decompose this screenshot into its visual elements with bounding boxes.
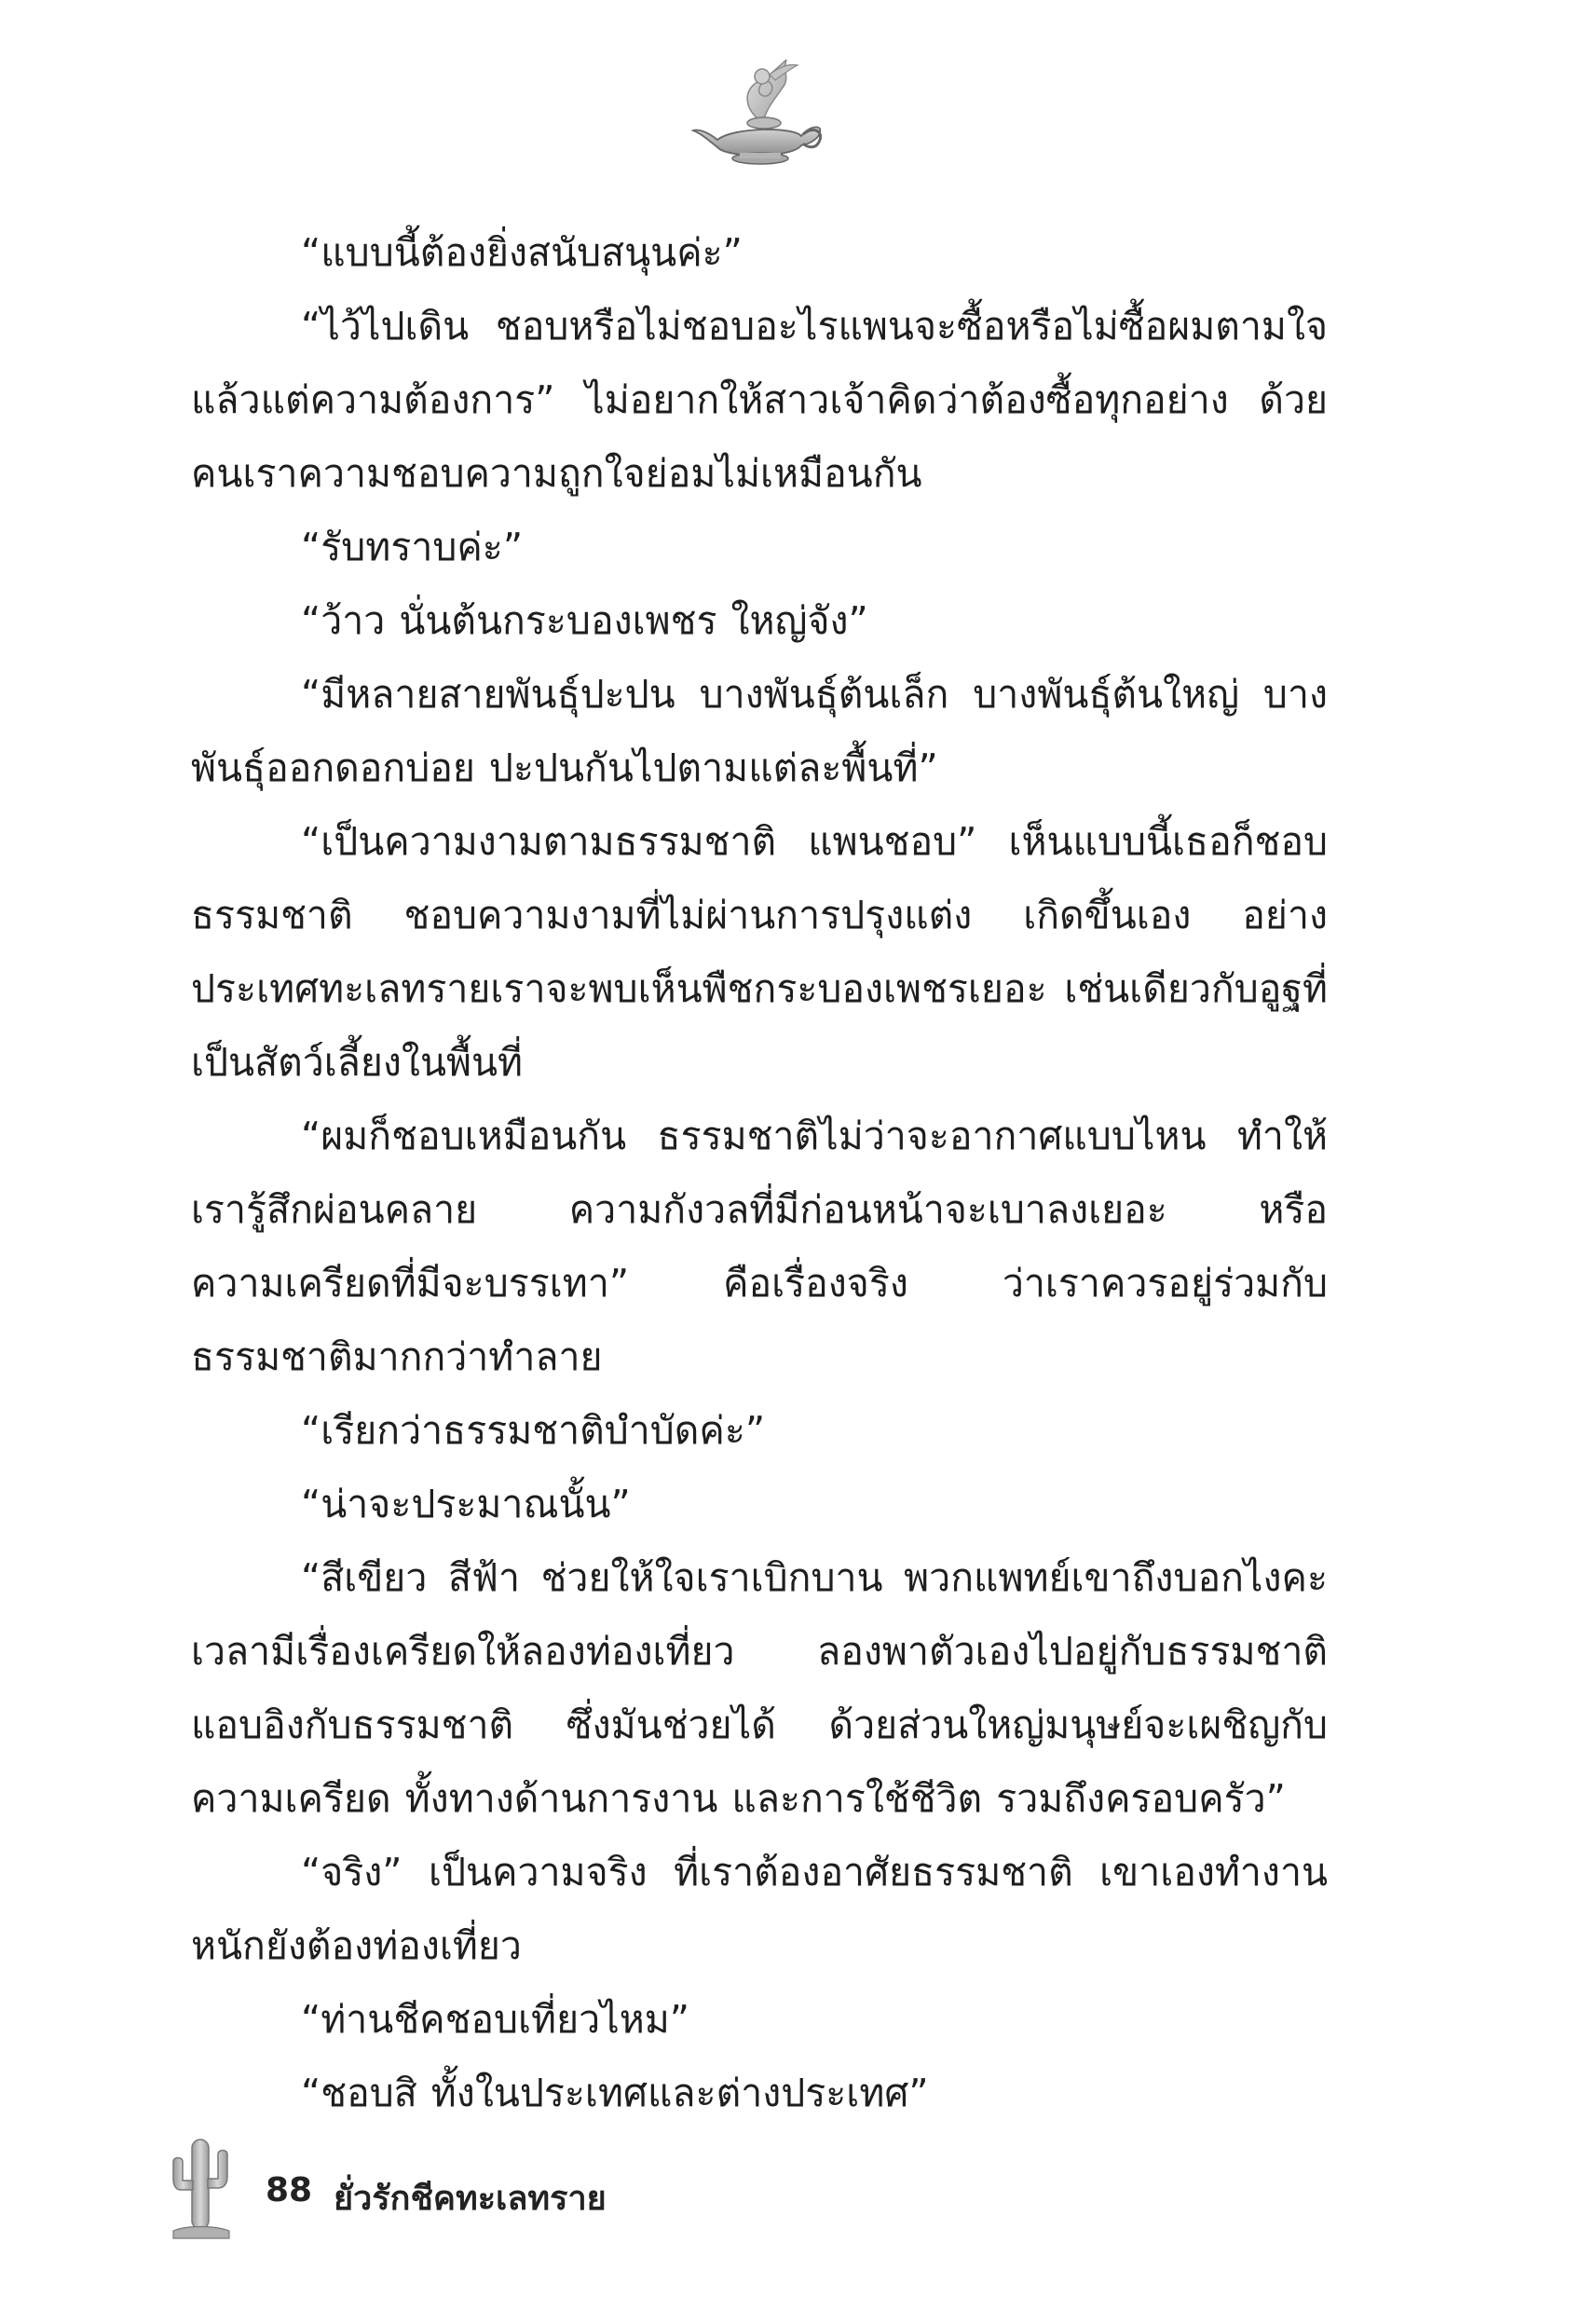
paragraph: “แบบนี้ต้องยิ่งสนับสนุนค่ะ” <box>301 230 743 275</box>
paragraph: “ว้าว นั่นต้นกระบองเพชร ใหญ่จัง” <box>301 598 868 643</box>
page-footer <box>168 2134 820 2246</box>
cactus-icon <box>168 2134 233 2246</box>
page-number: 88 <box>266 2171 313 2209</box>
paragraph: “สีเขียว สีฟ้า ช่วยให้ใจเราเบิกบาน พวกแพทย์เขาถึงบอกไงคะ เวลามีเรื่องเครียดให้ลองท่องเที่ยว ลองพาตัวเองไปอยู่กับธรรมชาติ แอบอิงกับธรรมชาติ ซึ่งมันช่วยได้ ด้วยส่วนใหญ่มนุษย์จะเผชิญกับความเครียด ทั้งทางด้านการงาน และการใช้ชีวิต รวมถึงครอบครัว” <box>191 1555 1328 1821</box>
body-text <box>191 216 1328 2130</box>
book-title: ยั่วรักชีคทะเลทราย <box>334 2180 607 2218</box>
paragraph: “เรียกว่าธรรมชาติบำบัดค่ะ” <box>301 1408 766 1453</box>
paragraph: “มีหลายสายพันธุ์ปะปน บางพันธุ์ต้นเล็ก บางพันธุ์ต้นใหญ่ บางพันธุ์ออกดอกบ่อย ปะปนกันไปตามแต่ละพื้นที่” <box>191 672 1328 790</box>
paragraph: “ไว้ไปเดิน ชอบหรือไม่ชอบอะไรแพนจะซื้อหรือไม่ซื้อผมตามใจ แล้วแต่ความต้องการ” ไม่อยากให้สาวเจ้าคิดว่าต้องซื้อทุกอย่าง ด้วยคนเราความชอบความถูกใจย่อมไม่เหมือนกัน <box>191 304 1328 496</box>
paragraph: “รับทราบค่ะ” <box>301 525 524 569</box>
paragraph: “ผมก็ชอบเหมือนกัน ธรรมชาติไม่ว่าจะอากาศแบบไหน ทำให้เรารู้สึกผ่อนคลาย ความกังวลที่มีก่อนหน้าจะเบาลงเยอะ หรือความเครียดที่มีจะบรรเทา” คือเรื่องจริง ว่าเราควรอยู่ร่วมกับธรรมชาติมากกว่าทำลาย <box>191 1114 1328 1379</box>
paragraph: “เป็นความงามตามธรรมชาติ แพนชอบ” เห็นแบบนี้เธอก็ชอบธรรมชาติ ชอบความงามที่ไม่ผ่านการปรุงแต่ง เกิดขึ้นเอง อย่างประเทศทะเลทรายเราจะพบเห็นพืชกระบองเพชรเยอะ เช่นเดียวกับอูฐที่เป็นสัตว์เลี้ยงในพื้นที่ <box>191 819 1328 1085</box>
paragraph: “ท่านชีคชอบเที่ยวไหม” <box>301 1997 690 2042</box>
paragraph: “น่าจะประมาณนั้น” <box>301 1482 631 1526</box>
genie-lamp-icon <box>689 54 829 175</box>
paragraph: “ชอบสิ ทั้งในประเทศและต่างประเทศ” <box>301 2071 929 2115</box>
paragraph: “จริง” เป็นความจริง ที่เราต้องอาศัยธรรมชาติ เขาเองทำงานหนักยังต้องท่องเที่ยว <box>191 1850 1328 1968</box>
